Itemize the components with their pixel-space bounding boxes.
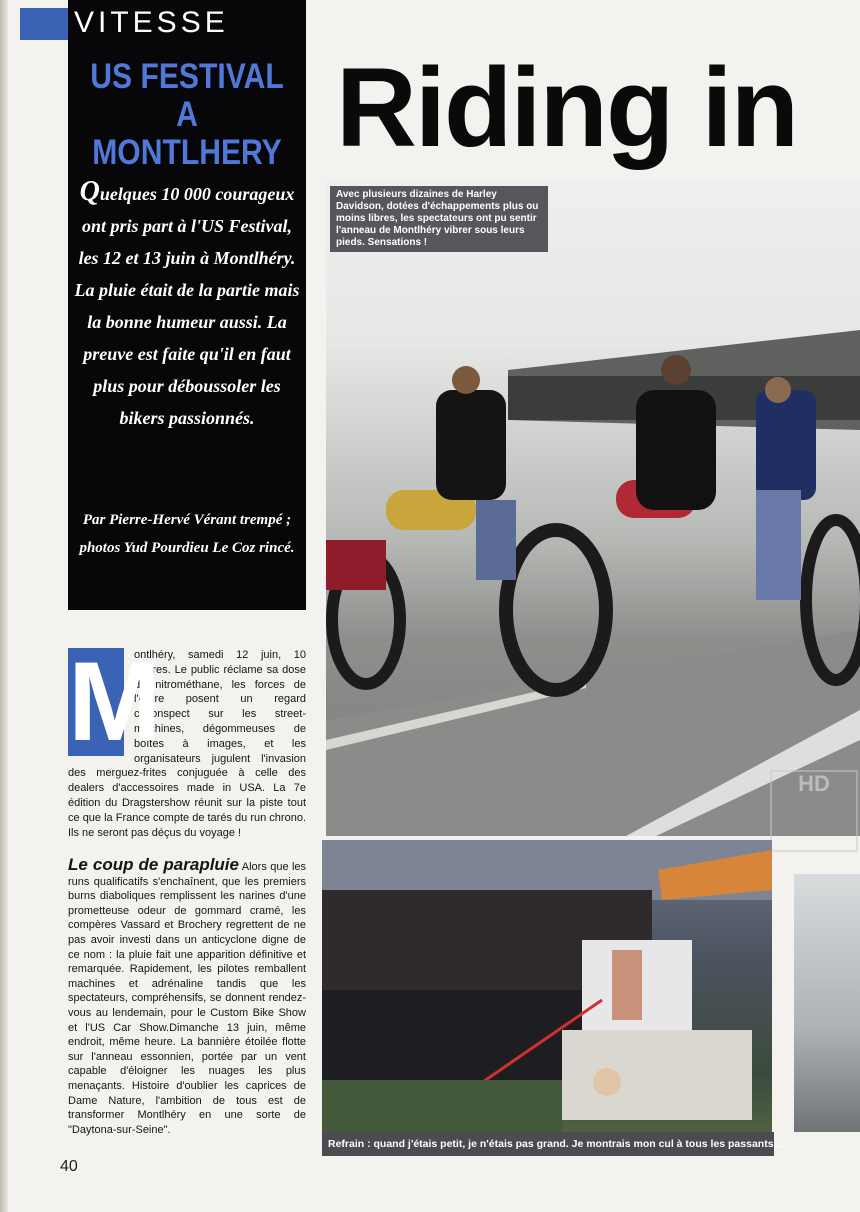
- photo-right-strip: [794, 874, 860, 1132]
- intro-initial: Q: [79, 176, 100, 207]
- caption-top: Avec plusieurs dizaines de Harley Davidson, dotées d'échappements plus ou moins libres, les spectateurs ont pu sentir l'anneau de Montlhéry vibrer sous leurs pieds. Sensations !: [330, 186, 548, 252]
- section-label: VITESSE: [74, 6, 229, 39]
- article-paragraph-2: [68, 855, 307, 1137]
- festival-title: [85, 58, 290, 172]
- byline: Par Pierre-Hervé Vérant trempé ; photos Yud Pourdieu Le Coz rincé.: [79, 512, 295, 556]
- intro-text: [74, 176, 300, 434]
- intro-first-word: uelques: [99, 184, 157, 204]
- article-paragraph-2-text: Alors que les runs qualificatifs s'enchaînent, que les premiers burns diaboliques remplissent les narines d'une prometteuse odeur de gommard cramé, les compères Vassard et Brochery regrettent de ne pas avoir investi dans un anticyclone digne de ce nom : la pluie fait une apparition définitive et remarquée. Rapidement, les pilotes remballent machines et adrénaline tandis que les spectateurs, compréhensifs, se donnent rendez-vous au lendemain, pour le Custom Bike Show et l'US Car Show.Dimanche 13 juin, même endroit, même heure. La bannière étoilée flotte sur l'anneau essonnien, portée par un vent capable d'éloigner les nuages les plus menaçants. Histoire d'oublier les caprices de Dame Nature, l'ambition de tous est de transformer Montlhéry en une sorte de "Daytona-sur-Seine".: [68, 861, 307, 1136]
- photo-crowd-illustration: [322, 840, 772, 1132]
- caption-bottom: Refrain : quand j'étais petit, je n'étais pas grand. Je montrais mon cul à tous les passants...: [322, 1132, 774, 1156]
- photo-crowd: [322, 840, 772, 1132]
- article-subhead: Le coup de parapluie: [68, 855, 239, 874]
- page-number: 40: [60, 1158, 78, 1175]
- headline: Riding in: [336, 45, 798, 170]
- festival-title-line2: A MONTLHERY: [92, 95, 282, 172]
- intro-body: 10 000 courageux ont pris part à l'US Festival, les 12 et 13 juin à Montlhéry. La pluie était de la partie mais la bonne humeur aussi. La preuve est faite qu'il en faut plus pour déboussoler les bikers passionnés.: [74, 184, 300, 428]
- photo-harley-riders: [326, 180, 860, 836]
- page-binding-edge: [0, 0, 8, 1212]
- drop-cap: M: [68, 639, 162, 764]
- photo-harley-riders-illustration: [326, 180, 860, 836]
- festival-title-line1: US FESTIVAL: [90, 57, 284, 96]
- watermark: HD: [770, 770, 858, 852]
- article-paragraph-1-text: ontlhéry, samedi 12 juin, 10 heures. Le public réclame sa dose de nitrométhane, les forces de l'ordre posent un regard circonspect sur les street-machines, dégommeuses de boîtes à images, et les organisateurs jugulent l'invasion des merguez-frites conjuguée à celle des dealers d'accessoires made in USA. La 7e édition du Dragstershow réunit sur la piste tout ce que la France compte de tarés du run chrono. Ils ne seront pas déçus du voyage !: [68, 649, 306, 839]
